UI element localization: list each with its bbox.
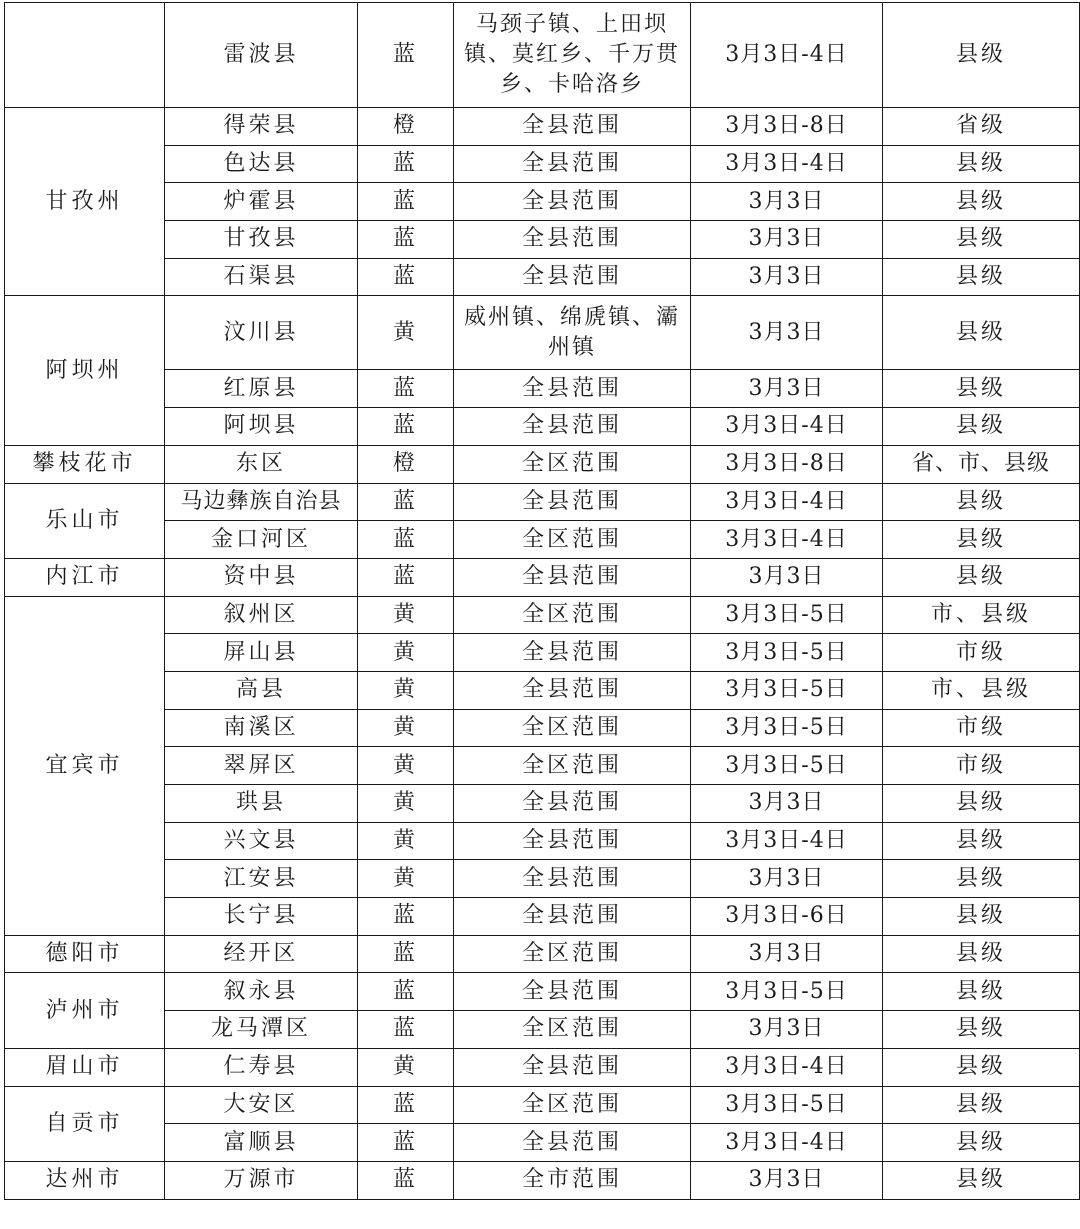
response-level-cell: 县级 xyxy=(883,558,1080,596)
response-level-cell: 县级 xyxy=(883,521,1080,559)
city-cell xyxy=(5,3,165,108)
level-cell: 黄 xyxy=(358,671,454,709)
county-cell: 珙县 xyxy=(165,785,358,823)
table-row xyxy=(5,483,1080,521)
county-cell: 南溪区 xyxy=(165,709,358,747)
scope-cell: 全县范围 xyxy=(454,558,691,596)
level-cell: 蓝 xyxy=(358,558,454,596)
response-level-cell: 县级 xyxy=(883,258,1080,296)
city-cell: 乐山市 xyxy=(5,483,165,558)
response-level-cell: 县级 xyxy=(883,1011,1080,1049)
date-cell: 3月3日-5日 xyxy=(691,973,883,1011)
scope-cell: 全县范围 xyxy=(454,1124,691,1162)
scope-cell: 全县范围 xyxy=(454,108,691,146)
level-cell: 黄 xyxy=(358,785,454,823)
date-cell: 3月3日-5日 xyxy=(691,747,883,785)
level-cell: 蓝 xyxy=(358,221,454,259)
level-cell: 橙 xyxy=(358,445,454,483)
table-row xyxy=(5,973,1080,1011)
level-cell: 黄 xyxy=(358,822,454,860)
date-cell: 3月3日-4日 xyxy=(691,822,883,860)
city-cell: 甘孜州 xyxy=(5,108,165,296)
date-cell: 3月3日-5日 xyxy=(691,634,883,672)
scope-cell: 全县范围 xyxy=(454,785,691,823)
city-cell: 德阳市 xyxy=(5,935,165,973)
level-cell: 蓝 xyxy=(358,973,454,1011)
date-cell: 3月3日 xyxy=(691,258,883,296)
table-row xyxy=(5,370,1080,408)
city-cell: 自贡市 xyxy=(5,1086,165,1161)
table-row xyxy=(5,221,1080,259)
response-level-cell: 县级 xyxy=(883,822,1080,860)
response-level-cell: 县级 xyxy=(883,1124,1080,1162)
response-level-cell: 县级 xyxy=(883,935,1080,973)
scope-cell: 全县范围 xyxy=(454,145,691,183)
date-cell: 3月3日 xyxy=(691,558,883,596)
scope-cell: 全区范围 xyxy=(454,445,691,483)
scope-cell: 马颈子镇、上田坝镇、莫红乡、千万贯乡、卡哈洛乡 xyxy=(454,3,691,108)
county-cell: 江安县 xyxy=(165,860,358,898)
response-level-cell: 省级 xyxy=(883,108,1080,146)
response-level-cell: 县级 xyxy=(883,785,1080,823)
scope-cell: 全区范围 xyxy=(454,935,691,973)
county-cell: 富顺县 xyxy=(165,1124,358,1162)
county-cell: 汶川县 xyxy=(165,296,358,370)
date-cell: 3月3日 xyxy=(691,935,883,973)
response-level-cell: 县级 xyxy=(883,1086,1080,1124)
table-row xyxy=(5,183,1080,221)
city-cell: 攀枝花市 xyxy=(5,445,165,483)
scope-cell: 威州镇、绵虒镇、灞州镇 xyxy=(454,296,691,370)
date-cell: 3月3日-4日 xyxy=(691,1124,883,1162)
table-row xyxy=(5,709,1080,747)
scope-cell: 全县范围 xyxy=(454,822,691,860)
date-cell: 3月3日 xyxy=(691,860,883,898)
scope-cell: 全县范围 xyxy=(454,860,691,898)
table-row xyxy=(5,296,1080,370)
date-cell: 3月3日-5日 xyxy=(691,671,883,709)
county-cell: 经开区 xyxy=(165,935,358,973)
date-cell: 3月3日 xyxy=(691,370,883,408)
table-body xyxy=(5,3,1080,1200)
county-cell: 得荣县 xyxy=(165,108,358,146)
response-level-cell: 省、市、县级 xyxy=(883,445,1080,483)
table-row xyxy=(5,596,1080,634)
table-row xyxy=(5,108,1080,146)
response-level-cell: 市、县级 xyxy=(883,671,1080,709)
level-cell: 黄 xyxy=(358,1048,454,1086)
date-cell: 3月3日 xyxy=(691,1011,883,1049)
table-row xyxy=(5,935,1080,973)
response-level-cell: 县级 xyxy=(883,3,1080,108)
level-cell: 蓝 xyxy=(358,370,454,408)
table-row xyxy=(5,634,1080,672)
date-cell: 3月3日 xyxy=(691,183,883,221)
date-cell: 3月3日 xyxy=(691,296,883,370)
scope-cell: 全县范围 xyxy=(454,221,691,259)
scope-cell: 全县范围 xyxy=(454,898,691,936)
level-cell: 蓝 xyxy=(358,1161,454,1199)
level-cell: 蓝 xyxy=(358,521,454,559)
table-row xyxy=(5,671,1080,709)
level-cell: 黄 xyxy=(358,634,454,672)
level-cell: 蓝 xyxy=(358,145,454,183)
response-level-cell: 县级 xyxy=(883,296,1080,370)
county-cell: 屏山县 xyxy=(165,634,358,672)
table-row xyxy=(5,408,1080,446)
date-cell: 3月3日-5日 xyxy=(691,596,883,634)
scope-cell: 全县范围 xyxy=(454,483,691,521)
response-level-cell: 市级 xyxy=(883,709,1080,747)
scope-cell: 全县范围 xyxy=(454,258,691,296)
date-cell: 3月3日-4日 xyxy=(691,521,883,559)
level-cell: 蓝 xyxy=(358,3,454,108)
response-level-cell: 市、县级 xyxy=(883,596,1080,634)
alert-table xyxy=(4,2,1080,1200)
table-row xyxy=(5,3,1080,108)
scope-cell: 全县范围 xyxy=(454,370,691,408)
response-level-cell: 县级 xyxy=(883,408,1080,446)
county-cell: 翠屏区 xyxy=(165,747,358,785)
date-cell: 3月3日-5日 xyxy=(691,709,883,747)
city-cell: 眉山市 xyxy=(5,1048,165,1086)
scope-cell: 全区范围 xyxy=(454,709,691,747)
county-cell: 甘孜县 xyxy=(165,221,358,259)
date-cell: 3月3日-4日 xyxy=(691,145,883,183)
level-cell: 蓝 xyxy=(358,183,454,221)
level-cell: 黄 xyxy=(358,860,454,898)
table-row xyxy=(5,1161,1080,1199)
date-cell: 3月3日-4日 xyxy=(691,3,883,108)
county-cell: 叙州区 xyxy=(165,596,358,634)
scope-cell: 全市范围 xyxy=(454,1161,691,1199)
level-cell: 黄 xyxy=(358,296,454,370)
city-cell: 内江市 xyxy=(5,558,165,596)
scope-cell: 全区范围 xyxy=(454,1086,691,1124)
date-cell: 3月3日 xyxy=(691,221,883,259)
county-cell: 仁寿县 xyxy=(165,1048,358,1086)
county-cell: 大安区 xyxy=(165,1086,358,1124)
county-cell: 资中县 xyxy=(165,558,358,596)
county-cell: 红原县 xyxy=(165,370,358,408)
level-cell: 蓝 xyxy=(358,898,454,936)
response-level-cell: 市级 xyxy=(883,634,1080,672)
city-cell: 泸州市 xyxy=(5,973,165,1048)
level-cell: 蓝 xyxy=(358,408,454,446)
response-level-cell: 县级 xyxy=(883,973,1080,1011)
level-cell: 蓝 xyxy=(358,483,454,521)
county-cell: 万源市 xyxy=(165,1161,358,1199)
date-cell: 3月3日-4日 xyxy=(691,483,883,521)
table-row xyxy=(5,898,1080,936)
scope-cell: 全县范围 xyxy=(454,973,691,1011)
date-cell: 3月3日-8日 xyxy=(691,108,883,146)
county-cell: 金口河区 xyxy=(165,521,358,559)
level-cell: 蓝 xyxy=(358,1086,454,1124)
date-cell: 3月3日-4日 xyxy=(691,1048,883,1086)
county-cell: 阿坝县 xyxy=(165,408,358,446)
city-cell: 达州市 xyxy=(5,1161,165,1199)
response-level-cell: 市级 xyxy=(883,747,1080,785)
date-cell: 3月3日-4日 xyxy=(691,408,883,446)
level-cell: 蓝 xyxy=(358,258,454,296)
level-cell: 黄 xyxy=(358,709,454,747)
level-cell: 黄 xyxy=(358,596,454,634)
response-level-cell: 县级 xyxy=(883,221,1080,259)
table-row xyxy=(5,558,1080,596)
table-row xyxy=(5,521,1080,559)
response-level-cell: 县级 xyxy=(883,370,1080,408)
response-level-cell: 县级 xyxy=(883,898,1080,936)
level-cell: 蓝 xyxy=(358,1124,454,1162)
scope-cell: 全区范围 xyxy=(454,1011,691,1049)
table-row xyxy=(5,1086,1080,1124)
table-row xyxy=(5,1124,1080,1162)
response-level-cell: 县级 xyxy=(883,1161,1080,1199)
table-row xyxy=(5,822,1080,860)
table-row xyxy=(5,145,1080,183)
response-level-cell: 县级 xyxy=(883,483,1080,521)
response-level-cell: 县级 xyxy=(883,1048,1080,1086)
level-cell: 橙 xyxy=(358,108,454,146)
scope-cell: 全县范围 xyxy=(454,183,691,221)
county-cell: 色达县 xyxy=(165,145,358,183)
date-cell: 3月3日-8日 xyxy=(691,445,883,483)
county-cell: 马边彝族自治县 xyxy=(165,483,358,521)
level-cell: 蓝 xyxy=(358,935,454,973)
county-cell: 叙永县 xyxy=(165,973,358,1011)
scope-cell: 全县范围 xyxy=(454,634,691,672)
county-cell: 东区 xyxy=(165,445,358,483)
city-cell: 宜宾市 xyxy=(5,596,165,935)
date-cell: 3月3日 xyxy=(691,1161,883,1199)
scope-cell: 全区范围 xyxy=(454,747,691,785)
level-cell: 蓝 xyxy=(358,1011,454,1049)
date-cell: 3月3日 xyxy=(691,785,883,823)
county-cell: 高县 xyxy=(165,671,358,709)
county-cell: 兴文县 xyxy=(165,822,358,860)
scope-cell: 全区范围 xyxy=(454,596,691,634)
table-row xyxy=(5,1048,1080,1086)
date-cell: 3月3日-5日 xyxy=(691,1086,883,1124)
date-cell: 3月3日-6日 xyxy=(691,898,883,936)
table-row xyxy=(5,445,1080,483)
table-row xyxy=(5,1011,1080,1049)
scope-cell: 全县范围 xyxy=(454,1048,691,1086)
county-cell: 雷波县 xyxy=(165,3,358,108)
county-cell: 石渠县 xyxy=(165,258,358,296)
response-level-cell: 县级 xyxy=(883,183,1080,221)
response-level-cell: 县级 xyxy=(883,860,1080,898)
city-cell: 阿坝州 xyxy=(5,296,165,445)
scope-cell: 全区范围 xyxy=(454,521,691,559)
table-container xyxy=(4,2,1080,1200)
county-cell: 炉霍县 xyxy=(165,183,358,221)
scope-cell: 全县范围 xyxy=(454,408,691,446)
level-cell: 黄 xyxy=(358,747,454,785)
county-cell: 长宁县 xyxy=(165,898,358,936)
table-row xyxy=(5,785,1080,823)
table-row xyxy=(5,747,1080,785)
table-row xyxy=(5,860,1080,898)
table-row xyxy=(5,258,1080,296)
county-cell: 龙马潭区 xyxy=(165,1011,358,1049)
scope-cell: 全县范围 xyxy=(454,671,691,709)
response-level-cell: 县级 xyxy=(883,145,1080,183)
